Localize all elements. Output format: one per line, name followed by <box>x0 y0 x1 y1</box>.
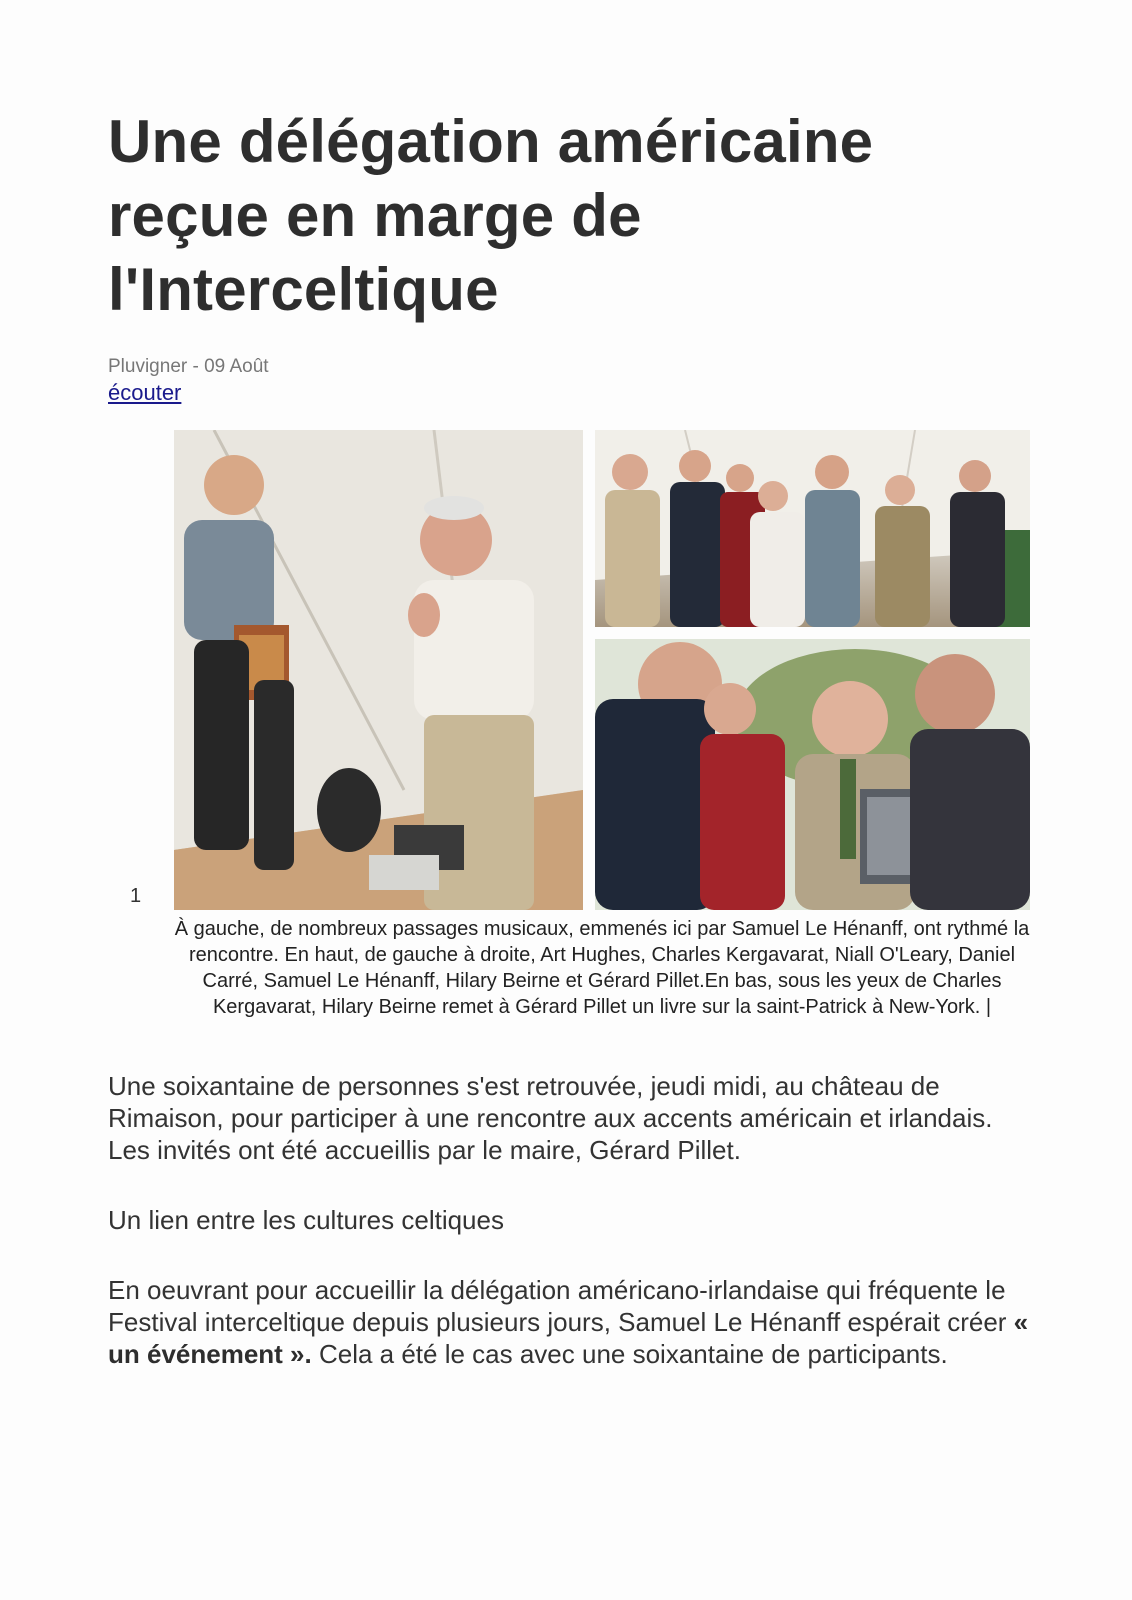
photo-collage <box>174 430 1030 912</box>
photo-musicians <box>174 430 583 910</box>
paragraph-event-text-end: Cela a été le cas avec une soixantaine de participants. <box>311 1339 948 1369</box>
photo-group <box>595 430 1030 627</box>
figure-index: 1 <box>130 885 142 907</box>
quote-emphasis: « un événement ». <box>108 1307 1029 1369</box>
photo-caption: À gauche, de nombreux passages musicaux, emmenés ici par Samuel Le Hénanff, ont rythmé la rencontre. En haut, de gauche à droite, Art Hughes, Charles Kergavarat, Niall O'Leary, Daniel Carré, Samuel Le Hénanff, Hilary Beirne et Gérard Pillet.En bas, sous les yeux de Charles Kergavarat, Hilary Beirne remet à Gérard Pillet un livre sur la saint-Patrick à New-York. | <box>174 918 1030 1018</box>
photo-figure <box>108 428 1028 1048</box>
paragraph-event <box>108 1274 1033 1370</box>
article-date: 09 Août <box>204 356 269 377</box>
paragraph-event-text-start: En oeuvrant pour accueillir la délégation américano-irlandaise qui fréquente le Festival interceltique depuis plusieurs jours, Samuel Le Hénanff espérait créer <box>108 1275 1014 1337</box>
photo-book-handover <box>595 639 1030 910</box>
article-title: Une délégation américaine reçue en marge de l'Interceltique <box>108 108 874 323</box>
meta-separator: - <box>187 356 205 377</box>
photo-musicians-illustration <box>174 430 583 910</box>
photo-group-illustration <box>595 430 1030 627</box>
article-location: Pluvigner <box>108 356 188 377</box>
article-meta <box>108 355 1028 379</box>
article-body <box>108 1070 1033 1408</box>
article-header <box>108 105 1028 407</box>
listen-link[interactable]: écouter <box>108 380 182 405</box>
photo-book-handover-illustration <box>595 639 1030 910</box>
subheading: Un lien entre les cultures celtiques <box>108 1205 504 1235</box>
paragraph-intro: Une soixantaine de personnes s'est retrouvée, jeudi midi, au château de Rimaison, pour participer à une rencontre aux accents américain et irlandais. Les invités ont été accueillis par le maire, Gérard Pillet. <box>108 1071 993 1165</box>
